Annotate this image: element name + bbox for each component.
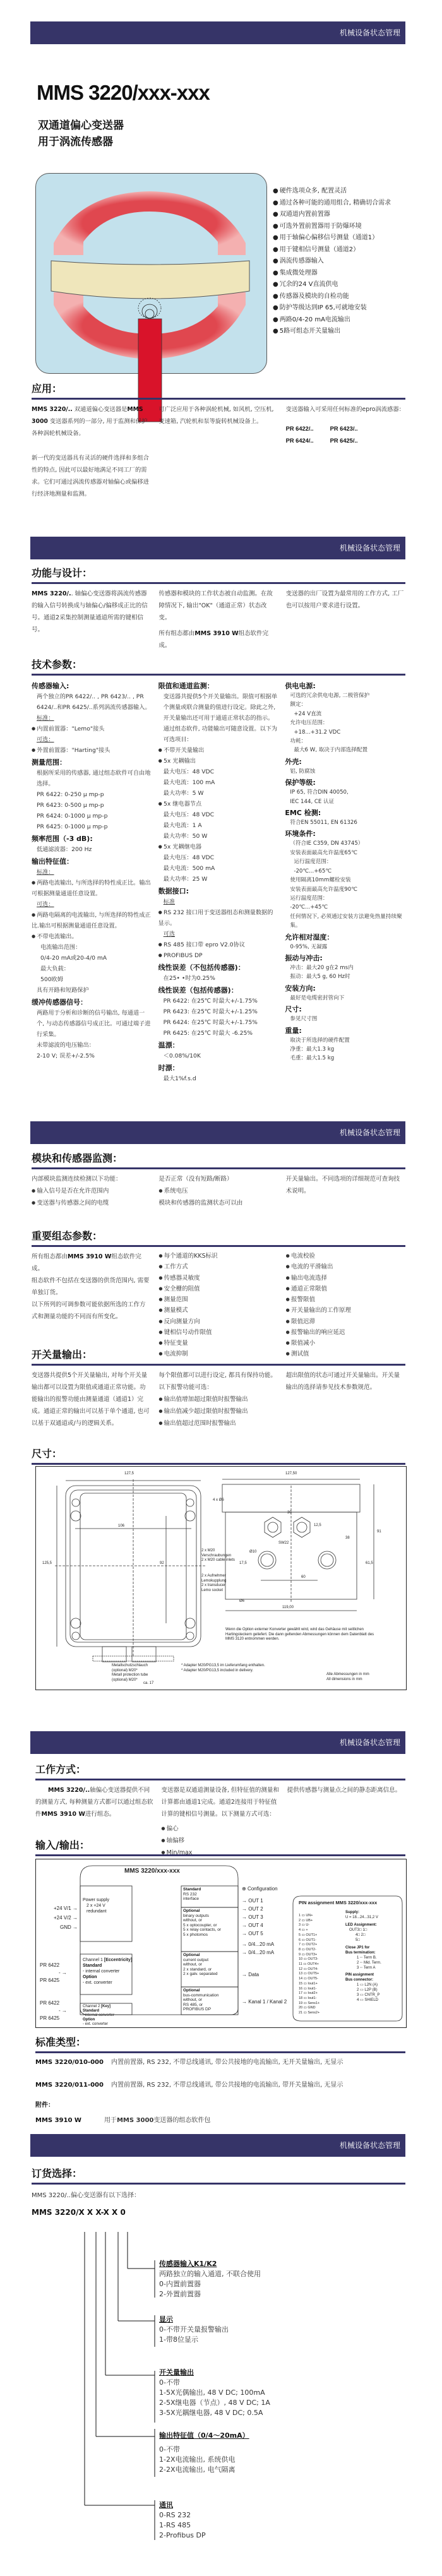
rs232-box: Standard RS 232 interface	[183, 1887, 201, 1901]
output-labels: ⊕ Configuration → OUT 1 → OUT 2 → OUT 3 → OUT 4 → OUT 5 → 0/4...20 mA → 0/4...20 mA → Data → Kanal 1 / Kanal 2	[242, 1886, 287, 2005]
pin-row: 2 ▭ UB+	[299, 1918, 313, 1923]
order-group-output: 输出特征值（0/4～20mA） 0-不带 1-2X电流输出, 系统供电 2-2X电流输出, 电气隔离	[159, 2431, 249, 2474]
bold-text: MMS 3910 W	[41, 1811, 85, 1818]
spec-text: PR 6422: 0-250 μ mp-p	[37, 791, 104, 798]
spec-text: 最大6 W, 取决于内部选择配置	[294, 747, 368, 754]
paragraph: 变送器输入可采用任何标准的epro涡流感器：	[285, 406, 405, 413]
text: 所有组态都由	[32, 1253, 68, 1260]
config-item: ● 测试值	[286, 1349, 405, 1359]
config-item: ● 每个通道的KKS标识	[158, 1251, 278, 1261]
paragraph: 每个限值都可以进行设定, 都具有保持功能。以下报警功能可选：	[158, 1372, 277, 1391]
paragraph: 内部模块监测连续检测以下功能：	[32, 1176, 122, 1183]
spec-heading: 重量:	[285, 1026, 302, 1035]
spec-heading: EMC 检测:	[285, 809, 321, 818]
paragraph: 变送器共提供5个开关量输出, 对每个开关量输出都可以设置为限值或通道正常功能。功能输出的报警功能由测量通道（通道1）完成。通道正常的输出可以基于单个通道, 也可以基于双通道或/与的逻辑关系。	[32, 1372, 150, 1427]
list-item: ● 输出值超过范围时报警输出	[158, 1417, 278, 1429]
spec-text: 最大电压：48 VDC	[163, 854, 214, 861]
paragraph: 超出限值的状态可通过开关量输出。开关量输出的选择请参见技术参数规范。	[285, 1372, 400, 1391]
header-band: 机械设备状态管理	[30, 2134, 405, 2157]
dim-label: 61,5	[366, 1561, 373, 1565]
config-item: ● 安全栅的阻值	[158, 1284, 278, 1294]
header-band: 机械设备状态管理	[30, 537, 405, 559]
feature-item: ● 防护等级达到IP 65,可就地安装	[273, 302, 405, 314]
spec-text: 0/4-20 mA或20-4/0 mA	[40, 955, 107, 962]
section-heading: 模块和传感器监测	[32, 1152, 113, 1164]
list-item: ● 偏心	[161, 1823, 279, 1835]
text: 轴偏心变送器提供不同的测量方式, 每种测量方式都可以通过组态软件	[35, 1787, 153, 1818]
spec-heading: 输出特征值：	[32, 857, 73, 866]
spec-text: 安装表面最高允许温度65℃	[290, 849, 357, 856]
spec-text: PR 6424: 0-1000 μ mp-p	[37, 813, 108, 820]
spec-heading: 保护等级:	[285, 778, 316, 787]
pin-title: PIN assignment MMS 3220/xxx-xxx	[299, 1900, 378, 1905]
text: 所有组态都由	[158, 630, 195, 637]
config-item: ● 报警输出的响应延迟	[286, 1327, 405, 1338]
pin-row: 16 ▭ Iout1-	[299, 1986, 317, 1991]
spec-text: 低通滤波器：200 Hz	[37, 846, 92, 853]
ch1-inputs: PR 6422 - → PR 6425	[40, 1962, 67, 1983]
paragraph: 变送器的出厂设置为最常用的工作方式, 工厂也可以按用户要求进行设置。	[285, 590, 404, 609]
spec-text: 可选：	[37, 736, 54, 743]
ch2-inputs: PR 6422 - → PR 6425	[40, 2000, 67, 2021]
text: 进行组态。	[85, 1811, 116, 1818]
feature-item: ● 可选外置前置器用于防爆环境	[273, 221, 405, 233]
spec-text: 标准	[163, 898, 176, 905]
paragraph: 提供传感器与测量点之间的静态距离信息。	[287, 1787, 402, 1794]
dim-label: 127,5	[124, 1472, 134, 1476]
paragraph: 以下所列的可调参数可能依据所选的工作方式和测量功能的不同而有所变化。	[32, 1301, 146, 1320]
section-heading: 开关量输出	[32, 1349, 83, 1361]
spec-text: （符合IE C359, DN 43745）	[290, 840, 364, 847]
paragraph: 新一代的变送器具有灵活的硬件选择和多组合性的特点, 因此可以最好地满足不同工厂的需求。它们可通过涡流传感器对轴偏心或偏移进行经济地测量和监测。	[32, 455, 149, 498]
text: 变送器系列的一部分, 用于监测和保护各种涡轮机械设备。	[32, 418, 148, 437]
product-illustration	[35, 173, 267, 374]
spec-heading: 外壳:	[285, 757, 302, 766]
config-item: ● 测量范围	[158, 1294, 278, 1305]
config-item: ● 测量模式	[158, 1305, 278, 1316]
feature-item: ● 用于键相信号测量（通道2）	[273, 244, 405, 256]
types-section: 标准类型： MMS 3220/010-000 内置前置器, RS 232, 不带总线通讯, 带公共接地的电流输出, 无开关量输出, 无显示 MMS 3220/011-000 内置前置器, RS 232, 不带总线通讯, 带公共接地的电流输出, 带开关量输出, 无显示 附件： MMS 3910 W 用于MMS 3000变送器的组态软件包	[35, 2034, 405, 2126]
feature-item: ● 两路0/4-20 mA电流输出	[273, 314, 405, 326]
spec-text: 净重：最大1.3 kg	[290, 1046, 335, 1052]
spec-text: 安装表面最高允许温度90℃	[290, 886, 357, 893]
pin-row: 5 ▭ OUT1+	[299, 1933, 318, 1937]
spec-text: 最大负载：	[40, 965, 69, 972]
subtitle-line1: 双通道偏心变送器	[38, 119, 124, 132]
paragraph: 组态软件不包括在变送器的供货范围内, 需要单独订货。	[32, 1277, 150, 1296]
pin-row: 14 ▭ OUT5-	[299, 1977, 318, 1981]
dim-label: 4 x Ø6	[213, 1498, 224, 1502]
spec-text: 最大电压：48 VDC	[163, 768, 214, 775]
spec-text: 符合EN 55011, EN 61326	[290, 820, 357, 826]
spec-list-item: ● 5x 继电器节点	[158, 799, 279, 809]
spec-text: 电流输出范围：	[40, 944, 81, 951]
ring-top	[54, 191, 246, 255]
dim-label: 127,50	[285, 1472, 297, 1476]
io-diagram	[35, 1859, 407, 2028]
spec-text: 标准：	[37, 715, 54, 722]
spec-text: 可选	[163, 931, 176, 938]
spec-text: 可选的冗余供电电源, 二极管保护	[290, 693, 370, 699]
spec-heading: 缓冲传感器信号：	[32, 998, 87, 1006]
spec-heading: 数据接口:	[158, 887, 189, 895]
pin-row: 15 ▭ Iout1+	[299, 1981, 318, 1986]
accessory-heading: 附件：	[35, 2102, 54, 2109]
tech-section: 技术参数： 传感器输入: 两个独立的PR 6422/.. , PR 6423/.. , PR 6424/..和PR 6425/..系列涡流传感器输入。 标准： ● 内置前置器："Lemo"接头 可选： ● 外置前置器："Harting"接头 测量范围： 根据所采用的传感器, 通过组态软件可自由地选择。 PR 6422: 0-250 μ mp-p PR 6423: 0-500 μ mp-p PR 6424: 0-1000 μ mp-p PR 6425: 0-1000 μ mp-p 频率范围（-3 dB): 低通滤波器：200 Hz 输出特征值： 标准： ● 两路电流输出, 与所选择的特性成正比。输出可根据测量通道任意设置。 可选： ● 两路电隔离的电流输出, 与所选择的特性成正比.输出可根据测量通道任意设置。 ● 不带电流输出。 电流输出范围： 0/4-20 mA或20-4/0 mA 最大负载： 500欧姆 具有开路和短路保护 缓冲传感器信号： 两路用于分析和诊断的信号输出, 每通道一个, 与动态传感器信号成正比。可通过端子进行采集。 未带滤波的电压输出： 2-10 V; 误差+/-2.5% 限值和通道监测： 变送器共提供5个开关量输出。限值可根据单个测量或联合测量的值进行设定。除此之外, 开关量输出还可用于通道正常状态的指示。通过组态软件, 功能输出可随意设置。以下为可选项目： ● 不带开关量输出 ● 5x 光耦输出 最大电压：48 VDC 最大电流：100 mA 最大功率：5 W ● 5x 继电器节点 最大电压：48 VDC 最大电流：1 A 最大功率：50 W ● 5x 光耦继电器 最大电压：48 VDC 最大电流：500 mA 最大功率：25 W 数据接口: 标准 ● RS 232 接口用于变送器组态和测量数据的显示。 可选 ● RS 485 接口带 epro V2.0协议 ● PROFIBUS DP 线性误差（不包括传感器)： 在25• •时为0.25% 线性误差（包括传感器)： PR 6422: 在25℃ 时最大+/-1.75% PR 6423: 在25℃ 时最大+/-1.25% PR 6424: 在25℃ 时最大+/-1.75% PR 6425: 在25℃ 时最大 -6.25% 温漂： ＜0.08%/10K 时漂： 最大1%f.s.d 供电电源: 可选的冗余供电电源, 二极管保护 额定： +24 V直流 允许电压范围： +18...+31.2 VDC 功耗： 最大6 W, 取决于内部选择配置 外壳: 铝, 防腐蚀 保护等级: IP 65, 符合DIN 40050, IEC 144, CE 认证 EMC 检测: 符合EN 55011, EN 61326 环境条件: （符合IE C359, DN 43745） 安装表面最高允许温度65℃ 运行温度范围： -20℃...+65℃ 使用隔离10mm螺栓安装 安装表面最高允许温度90℃ 运行温度范围： -20℃...+45℃ 任何情况下, 必须通过安装方法避免热量持续聚集。 允许相对湿度： 0-95%, 无凝露 振动与冲击: 冲击：最大20 g在2 ms内 振动：最大5 g, 60 Hz时 安装方向: 最好是电缆密封管向下 尺寸: 参见尺寸图 重量: 取决于所选择的硬件配置 净重：最大1.3 kg 毛重：最大1.5 kg	[32, 657, 405, 1084]
dim-label: 91	[377, 1530, 381, 1534]
spec-list-item: ● 5x 光耦继电器	[158, 842, 279, 852]
spec-list-item: ● 不带开关量输出	[158, 745, 279, 756]
pin-row: 12 ▭ OUT4-	[299, 1967, 318, 1971]
subtitle-line2: 用于涡流传感器	[38, 136, 113, 148]
bold-text: MMS 3910 W	[194, 630, 239, 637]
spec-list-item: ● 两路电隔离的电流输出, 与所选择的特性成正比.输出可根据测量通道任意设置。	[32, 910, 152, 931]
spec-text: 最大电流：1 A	[163, 822, 202, 829]
converter-note: Wenn die Option externer Konverter gewählt wird, wird das Gehäuse mit seitlichen Hartingsteckern geliefert. Die dann geltenden Abmessungen können dem Datenblatt des MMS 3120 entnommen werden.	[225, 1628, 374, 1641]
pin-notes: Supply: U = 18...24...31,2 V LED Assignment: OUT3□ 1□ 4□ 2□ 5□ Close JP1 for Bus termination: 1 ◦◦ Term B. 2 ◦◦ Mid. Term. 3 ◦◦ Term A PIN assignment Bus connector: 1 ▭ L2N (A) 2 ▭ L2P (B) 3 ▭ CNTR_P 4 ▭ SHIELD	[345, 1911, 381, 2002]
text: 双通道偏心变送器是	[72, 406, 128, 413]
list-item: ● 系统电压	[158, 1185, 278, 1197]
switch-section: 开关量输出： 变送器共提供5个开关量输出, 对每个开关量输出都可以设置为限值或通道正常功能。功能输出的报警功能由测量通道（通道1）完成。通道正常的输出可以基于单个通道, 也可以基于双通道或/与的逻辑关系。 每个限值都可以进行设定, 都具有保持功能。以下报警功能可选： ● 输出值增加超过限值时报警输出 ● 输出值减少超过限值时报警输出 ● 输出值超过范围时报警输出 超出限值的状态可通过开关量输出。开关量输出的选择请参见技术参数规范。	[32, 1347, 405, 1429]
config-section: 重要组态参数： 所有组态都由MMS 3910 W组态软件完成。 组态软件不包括在变送器的供货范围内, 需要单独订货。 以下所列的可调参数可能依据所选的工作方式和测量功能的不同而有所变化。 ● 每个通道的KKS标识 ● 工作方式 ● 传感器灵敏度 ● 安全栅的阻值 ● 测量范围 ● 测量模式 ● 反向测量方向 ● 键相信号动作限值 ● 特征变量 ● 电流抑制 ● 电流校验 ● 电流的平滑输出 ● 输出电流选择 ● 通道正常限值 ● 报警限值 ● 开关量输出的工作原理 ● 限值迟滞 ● 报警输出的响应延迟 ● 限值减小 ● 测试值	[32, 1228, 405, 1360]
spec-list-item: ● 外置前置器："Harting"接头	[32, 745, 152, 756]
spec-text: -20℃...+45℃	[290, 904, 328, 911]
spec-list-item: ● 不带电流输出。	[32, 931, 152, 942]
pin-row: 13 ▭ OUT5+	[299, 1972, 320, 1976]
spec-text: PR 6424: 在25℃ 时最大+/-1.75%	[163, 1019, 258, 1026]
tech-column-2	[158, 679, 279, 1084]
config-item: ● 工作方式	[158, 1261, 278, 1272]
pin-row: 20 ▭ GND	[299, 2006, 316, 2010]
paragraph: 是否正常（没有短路/断路）	[158, 1176, 233, 1183]
spec-heading: 振动与冲击:	[285, 953, 323, 962]
dim-label: 92	[160, 1561, 164, 1565]
section-heading: 工作方式	[35, 1763, 76, 1775]
spec-text: 最大功率：50 W	[163, 833, 208, 840]
dim-label: 119,00	[282, 1606, 294, 1609]
paragraph: 开关量输出。不同选项的详细规范可查询技术说明。	[285, 1176, 400, 1195]
bus-box: Optional bus-communication without, or RS 485, or PROFIBUS DP	[183, 1988, 219, 2012]
monitoring-section: 模块和传感器监测： 内部模块监测连续检测以下功能： ● 输入信号是否在允许范围内 ● 变送器与传感器之间的电缆 是否正常（没有短路/断路） ● 系统电压 模块和传感器的监测状态可以由 开关量输出。不同选项的详细规范可查询技术说明。	[32, 1150, 405, 1209]
spec-list-item: ● RS 485 接口带 epro V2.0协议	[158, 939, 279, 950]
ch2-box: Channel 2 [Key] Standard - internal converter Option - ext. converter	[83, 2005, 115, 2026]
spec-text: 最好是电缆密封管向下	[290, 994, 345, 1001]
list-item: ● 输入信号是否在允许范围内	[32, 1185, 151, 1197]
spec-text: 最大电流：500 mA	[163, 865, 215, 872]
pin-row: 10 ▭ OUT3-	[299, 1957, 318, 1962]
feature-item: ● 通过各种可能的通用组合, 精确切合需求	[273, 198, 405, 210]
feature-item: ● 用于轴偏心偏移信号测量（通道1）	[273, 232, 405, 244]
dimensions-section: 尺寸：	[32, 1446, 405, 1465]
config-item: ● 特征变量	[158, 1338, 278, 1349]
spec-heading: 尺寸:	[285, 1005, 302, 1014]
spec-heading: 限值和通道监测：	[158, 682, 214, 690]
order-code: MMS 3220/X X X-X X 0	[32, 2208, 126, 2217]
pin-row: 11 ▭ OUT4+	[299, 1962, 319, 1967]
spec-list-item: ● 5x 光耦输出	[158, 756, 279, 766]
dim-label: 12,5	[314, 1524, 321, 1527]
spec-text: 额定：	[290, 701, 307, 708]
config-item: ● 输出电流选择	[286, 1273, 405, 1284]
spec-list-item: ● RS 232 接口用于变送器组态和测量数据的显示。	[158, 907, 279, 929]
list-item: ● 输出值减少超过限值时报警输出	[158, 1405, 278, 1417]
config-item: ● 限值减小	[286, 1338, 405, 1349]
spec-heading: 环境条件:	[285, 830, 316, 838]
spec-text: 冲击：最大20 g在2 ms内	[290, 964, 354, 971]
list-item: ● 输出值增加超过限值时报警输出	[158, 1393, 278, 1405]
power-box: Power supply 2 x +24 V redundant	[83, 1898, 110, 1914]
units-note: Alle Abmessungen in mm All dimensions in mm	[326, 1673, 369, 1681]
order-group-sensor: 传感器输入K1/K2 两路独立的输入通道, 不联合使用 0-内置前置器 2-外置前置器	[159, 2260, 261, 2298]
spec-text: PR 6425: 0-1000 μ mp-p	[37, 823, 108, 830]
spec-text: 取决于所选择的硬件配置	[290, 1037, 350, 1044]
bold-text: MMS 3220/..	[32, 406, 73, 413]
spec-heading: 频率范围（-3 dB):	[32, 835, 93, 843]
spec-text: 未带滤波的电压输出：	[37, 1042, 95, 1049]
order-group-display: 显示 0-不带开关量报警输出 1-带8位显示	[159, 2315, 229, 2344]
pin-row: 8 ▭ OUT2-	[299, 1947, 316, 1952]
dim-label: Ø10	[249, 1550, 257, 1554]
dim-label: 17,5	[239, 1561, 247, 1565]
pin-row: 21 ▭ Sens2+	[299, 2011, 320, 2015]
spec-heading: 温漂：	[158, 1041, 179, 1049]
pin-row: 7 ▭ OUT2+	[299, 1943, 318, 1947]
list-item: ● Min/max	[161, 1847, 279, 1859]
spec-text: 根据所采用的传感器, 通过组态软件可自由地选择。	[37, 770, 151, 787]
spec-text: 两路用于分析和诊断的信号输出, 每通道一个, 与动态传感器信号成正比。可通过端子进行采集。	[37, 1010, 151, 1038]
spec-text: 变送器共提供5个开关量输出。限值可根据单个测量或联合测量的值进行设定。除此之外, 开关量输出还可用于通道正常状态的指示。通过组态软件, 功能输出可随意设置。以下为可选项目：	[163, 693, 278, 743]
config-list-3	[286, 1251, 405, 1360]
spec-text: 最大1%f.s.d	[163, 1075, 196, 1082]
dim-label: SW22	[278, 1541, 289, 1545]
type-row: MMS 3220/010-000 内置前置器, RS 232, 不带总线通讯, 带公共接地的电流输出, 无开关量输出, 无显示	[35, 2059, 343, 2066]
config-item: ● 键相信号动作限值	[158, 1327, 278, 1338]
spec-text: 参见尺寸图	[290, 1016, 318, 1023]
type-row: MMS 3220/011-000 内置前置器, RS 232, 不带总线通讯, 带公共接地的电流输出, 带开关量输出, 无显示	[35, 2082, 343, 2089]
text: 组态软件完成。	[158, 630, 269, 649]
spec-text: 最大电流：100 mA	[163, 779, 215, 786]
current-box: Optional current output without, or 2 x standard, or 2 x galv. separated	[183, 1953, 218, 1976]
pin-row: 1 ▭ UN+	[299, 1914, 313, 1917]
spec-text: 最大功率：5 W	[163, 790, 204, 797]
config-item: ● 报警限值	[286, 1294, 405, 1305]
spec-text: PR 6425: 在25℃ 时最大 -6.25%	[163, 1030, 253, 1037]
spec-text: 两个独立的PR 6422/.. , PR 6423/.. , PR 6424/..和PR 6425/..系列涡流传感器输入。	[37, 693, 151, 711]
config-item: ● 开关量输出的工作原理	[286, 1305, 405, 1316]
spec-heading: 安装方向:	[285, 984, 316, 993]
binary-box: Optional binary outputs without, or 5 x optocoupler, or 5 x relay contacts, or 5 x photomos	[183, 1909, 221, 1937]
section-heading: 技术参数	[32, 659, 73, 671]
spec-text: PR 6422: 在25℃ 时最大+/-1.75%	[163, 998, 258, 1005]
spec-text: 使用隔离10mm螺栓安装	[290, 877, 351, 884]
spec-list-item: ● 内置前置器："Lemo"接头	[32, 724, 152, 734]
pin-row: 9 ▭ OUT3+	[299, 1952, 318, 1957]
pin-row: 4 ▭ +	[299, 1928, 308, 1933]
spec-text: 运行温度范围：	[290, 895, 328, 902]
order-group-comm: 通讯 0-RS 232 1-RS 485 2-Profibus DP	[159, 2501, 206, 2539]
config-list-2	[158, 1251, 278, 1360]
spec-list-item: ● 两路电流输出, 与所选择的特性成正比。输出可根据测量通道任意设置。	[32, 878, 152, 899]
header-band: 机械设备状态管理	[30, 1121, 405, 1144]
pin-list	[299, 1914, 320, 2016]
sensor-model: PR 6424/..	[285, 438, 314, 444]
application-section: 应用： MMS 3220/.. 双通道偏心变送器是MMS 3000 变送器系列的一部分, 用于监测和保护各种涡轮机械设备。 新一代的变送器具有灵活的硬件选择和多组合性的特点, 因此可以最好地满足不同工厂的需求。它们可通过涡流传感器对轴偏心或偏移进行经济地测量和监测。 可广泛应用于各种涡轮机械, 如风机, 空压机,变速箱, 汽轮机和泵等旋转机械设备上。 变送器输入可采用任何标准的epro涡流感器： PR 6422/.. PR 6423/.. PR 6424/.. PR 6425/..	[32, 381, 405, 500]
list-item: ● 变送器与传感器之间的电缆	[32, 1197, 151, 1209]
spec-list-item: ● PROFIBUS DP	[158, 950, 279, 961]
tech-column-1	[32, 679, 152, 1084]
dim-label: Ø6	[239, 1599, 245, 1603]
spec-text: IEC 144, CE 认证	[290, 798, 335, 805]
spec-text: +18...+31.2 VDC	[294, 729, 341, 736]
feature-item: ● 涡流传感器输入	[273, 256, 405, 268]
section-heading: 输入/输出	[35, 1839, 80, 1851]
config-item: ● 电流抑制	[158, 1349, 278, 1359]
pin-row: 17 ▭ Iout2+	[299, 1991, 318, 1996]
pin-row: 19 ▭ Sens1+	[299, 2001, 320, 2005]
lemo-label: 2 x Aufnehmer Lemokupplung 2 x transducer Lemo socket	[201, 1574, 227, 1592]
dim-label: 30	[287, 1511, 292, 1515]
function-section: 功能与设计： MMS 3220/.. 轴偏心变送器将涡流传感器的输入信号转换成与轴偏心/偏移成正比的信号。通道2采集控制测量通道所需的键相信号。 传感器和模块的工作状态被自动监测。在故障情况下, 输出"OK"（通道正常）状态改变。 所有组态都由MMS 3910 W组态软件完成。 变送器的出厂设置为最常用的工作方式, 工厂也可以按用户要求进行设置。	[32, 565, 405, 652]
bold-text: MMS 3220/.	[32, 590, 71, 597]
spec-text: 任何情况下, 必须通过安装方法避免热量持续聚集。	[290, 913, 402, 929]
feature-item: ● 5路可组态开关量输出	[273, 326, 405, 338]
spec-text: IP 65, 符合DIN 40050,	[290, 789, 349, 796]
bold-text: MMS 3220/..	[48, 1787, 90, 1794]
spec-text: 振动：最大5 g, 60 Hz时	[290, 974, 350, 981]
section-heading: 应用	[32, 383, 52, 395]
spec-text: 最大功率：25 W	[163, 876, 208, 883]
dimension-drawing	[35, 1466, 407, 1690]
feature-item: ● 冗余的24 V直流供电	[273, 279, 405, 291]
pin-row: 6 ▭ OUT1-	[299, 1938, 316, 1942]
section-heading: 标准类型	[35, 2036, 76, 2048]
feature-item: ● 硬件选项众多, 配置灵活	[273, 186, 405, 198]
cable-inlet-label: 2 x M20 Verschraubungen 2 x M20 cable inlets	[201, 1549, 236, 1562]
section-heading: 功能与设计	[32, 567, 83, 579]
spec-text: +24 V直流	[294, 710, 322, 717]
text: . 轴偏心变送器将涡流传感器的输入信号转换成与轴偏心/偏移成正比的信号。通道2采集控制测量通道所需的键相信号。	[32, 590, 148, 633]
config-item: ● 电流校验	[286, 1251, 405, 1261]
spec-text: 可选：	[37, 901, 54, 908]
dim-label: 38	[345, 1536, 350, 1540]
feature-item: ● 集成微处理器	[273, 268, 405, 280]
spec-text: 最大电压：48 VDC	[163, 811, 214, 818]
working-section: 工作方式： MMS 3220/..轴偏心变送器提供不同的测量方式, 每种测量方式都可以通过组态软件MMS 3910 W进行组态。 变送器是双通道测量设备, 但特征值的测量和计算都由通道1完成。通道2连接用于特征值计算的键相信号测量。以下测量方式可选： ● 偏心 ● 轴偏移 ● Min/max 提供传感器与测量点之间的静态距离信息。	[35, 1762, 405, 1859]
spec-text: 0-95%, 无凝露	[290, 943, 328, 950]
spec-heading: 测量范围：	[32, 758, 66, 766]
spec-text: PR 6423: 在25℃ 时最大+/-1.25%	[163, 1008, 258, 1015]
order-group-switch: 开关量输出 0-不带 1-5X光偶输出, 48 V DC; 100mA 2-5X继电器（节点）, 48 V DC; 1A 3-5X光耦继电器, 48 V DC; 0.5A	[159, 2368, 270, 2417]
spec-text: 运行温度范围：	[294, 859, 332, 866]
dim-label: 60	[301, 1575, 306, 1579]
spec-heading: 线性误差（不包括传感器)：	[158, 963, 245, 972]
paragraph: 可广泛应用于各种涡轮机械, 如风机, 空压机,变速箱, 汽轮机和泵等旋转机械设备上。	[158, 406, 274, 425]
bold-text: MMS 3000	[32, 406, 143, 425]
spec-text: 铝, 防腐蚀	[290, 768, 316, 775]
config-item: ● 电流的平滑输出	[286, 1261, 405, 1272]
adapter-note: * Adapter M20/PG13,5 im Lieferumfang enthalten. * Adapter M20/PG13,5 included in delivery.	[181, 1664, 265, 1673]
pin-row: 18 ▭ Iout1-	[299, 1996, 317, 2000]
spec-text: 具有开路和短路保护	[37, 987, 89, 994]
sensor-model: PR 6425/..	[330, 438, 358, 444]
spec-text: 2-10 V; 误差+/-2.5%	[37, 1052, 95, 1059]
dim-label: ca. 17	[143, 1681, 154, 1685]
paragraph: 变送器是双通道测量设备, 但特征值的测量和计算都由通道1完成。通道2连接用于特征值计算的键相信号测量。以下测量方式可选：	[161, 1787, 279, 1818]
spec-heading: 线性误差（包括传感器)：	[158, 986, 238, 994]
header-band: 机械设备状态管理	[30, 21, 405, 44]
spec-heading: 允许相对湿度：	[285, 933, 334, 941]
ordering-section: 订货选择： MMS 3220/..偏心变送器有以下选择： MMS 3220/X X X-X X 0	[32, 2166, 405, 2217]
section-heading: 订货选择	[32, 2168, 73, 2179]
config-item: ● 反向测量方向	[158, 1316, 278, 1327]
power-inputs: +24 V/1 → +24 V/2 → GND →	[53, 1905, 78, 1930]
pin-row: 3 ▭ U-	[299, 1923, 310, 1928]
spec-heading: 传感器输入:	[32, 682, 69, 690]
spec-text: 在25• •时为0.25%	[163, 975, 215, 982]
dim-label: 125,5	[42, 1561, 52, 1565]
spec-text: 允许电压范围：	[290, 720, 328, 727]
spec-text: -20℃...+65℃	[294, 868, 332, 874]
spec-text: 500欧姆	[40, 976, 63, 983]
spec-heading: 时漂：	[158, 1064, 179, 1072]
spec-heading: 供电电源:	[285, 682, 316, 690]
text: 组态软件完成。	[32, 1253, 141, 1272]
spec-text: 功耗：	[290, 738, 307, 745]
sensor-model: PR 6422/..	[285, 426, 314, 432]
spec-text: ＜0.08%/10K	[163, 1052, 201, 1059]
config-item: ● 传感器灵敏度	[158, 1273, 278, 1284]
feature-list	[273, 186, 405, 338]
tube-label: Metallschutzschlauch (optional) M20* Metall protection tube (optional) M20*	[112, 1664, 148, 1682]
sensor-model: PR 6423/..	[330, 426, 358, 432]
product-title: MMS 3220/xxx-xxx	[37, 81, 210, 104]
ch1-box: Channel 1 [Eccentricity] Standard - internal converter Option - ext. converter	[83, 1958, 133, 1985]
config-item: ● 限值迟滞	[286, 1316, 405, 1327]
bold-text: MMS 3910 W	[68, 1253, 112, 1260]
spec-text: 毛重：最大1.5 kg	[290, 1055, 335, 1062]
accessory-row: MMS 3910 W 用于MMS 3000变送器的组态软件包	[35, 2117, 211, 2124]
block-title: MMS 3220/xxx-xxx	[124, 1868, 180, 1875]
dim-label: 106	[118, 1524, 125, 1528]
section-heading: 尺寸	[32, 1448, 52, 1460]
io-section: 输入/输出：	[35, 1837, 405, 1856]
section-heading: 重要组态参数	[32, 1230, 93, 1242]
config-item: ● 通道正常限值	[286, 1284, 405, 1294]
paragraph: 模块和传感器的监测状态可以由	[158, 1200, 243, 1207]
tech-column-3	[285, 679, 405, 1084]
spec-text: 标准：	[37, 869, 54, 876]
feature-item: ● 双通道内置前置器	[273, 209, 405, 221]
shaft	[51, 261, 249, 299]
header-band: 机械设备状态管理	[30, 1731, 405, 1754]
eddy-field	[138, 298, 161, 318]
feature-item: ● 传感器及模块的自检功能	[273, 291, 405, 303]
spec-text: PR 6423: 0-500 μ mp-p	[37, 802, 104, 809]
ordering-intro: MMS 3220/..偏心变送器有以下选择：	[32, 2192, 140, 2199]
list-item: ● 轴偏移	[161, 1835, 279, 1847]
paragraph: 传感器和模块的工作状态被自动监测。在故障情况下, 输出"OK"（通道正常）状态改变。	[158, 590, 273, 621]
